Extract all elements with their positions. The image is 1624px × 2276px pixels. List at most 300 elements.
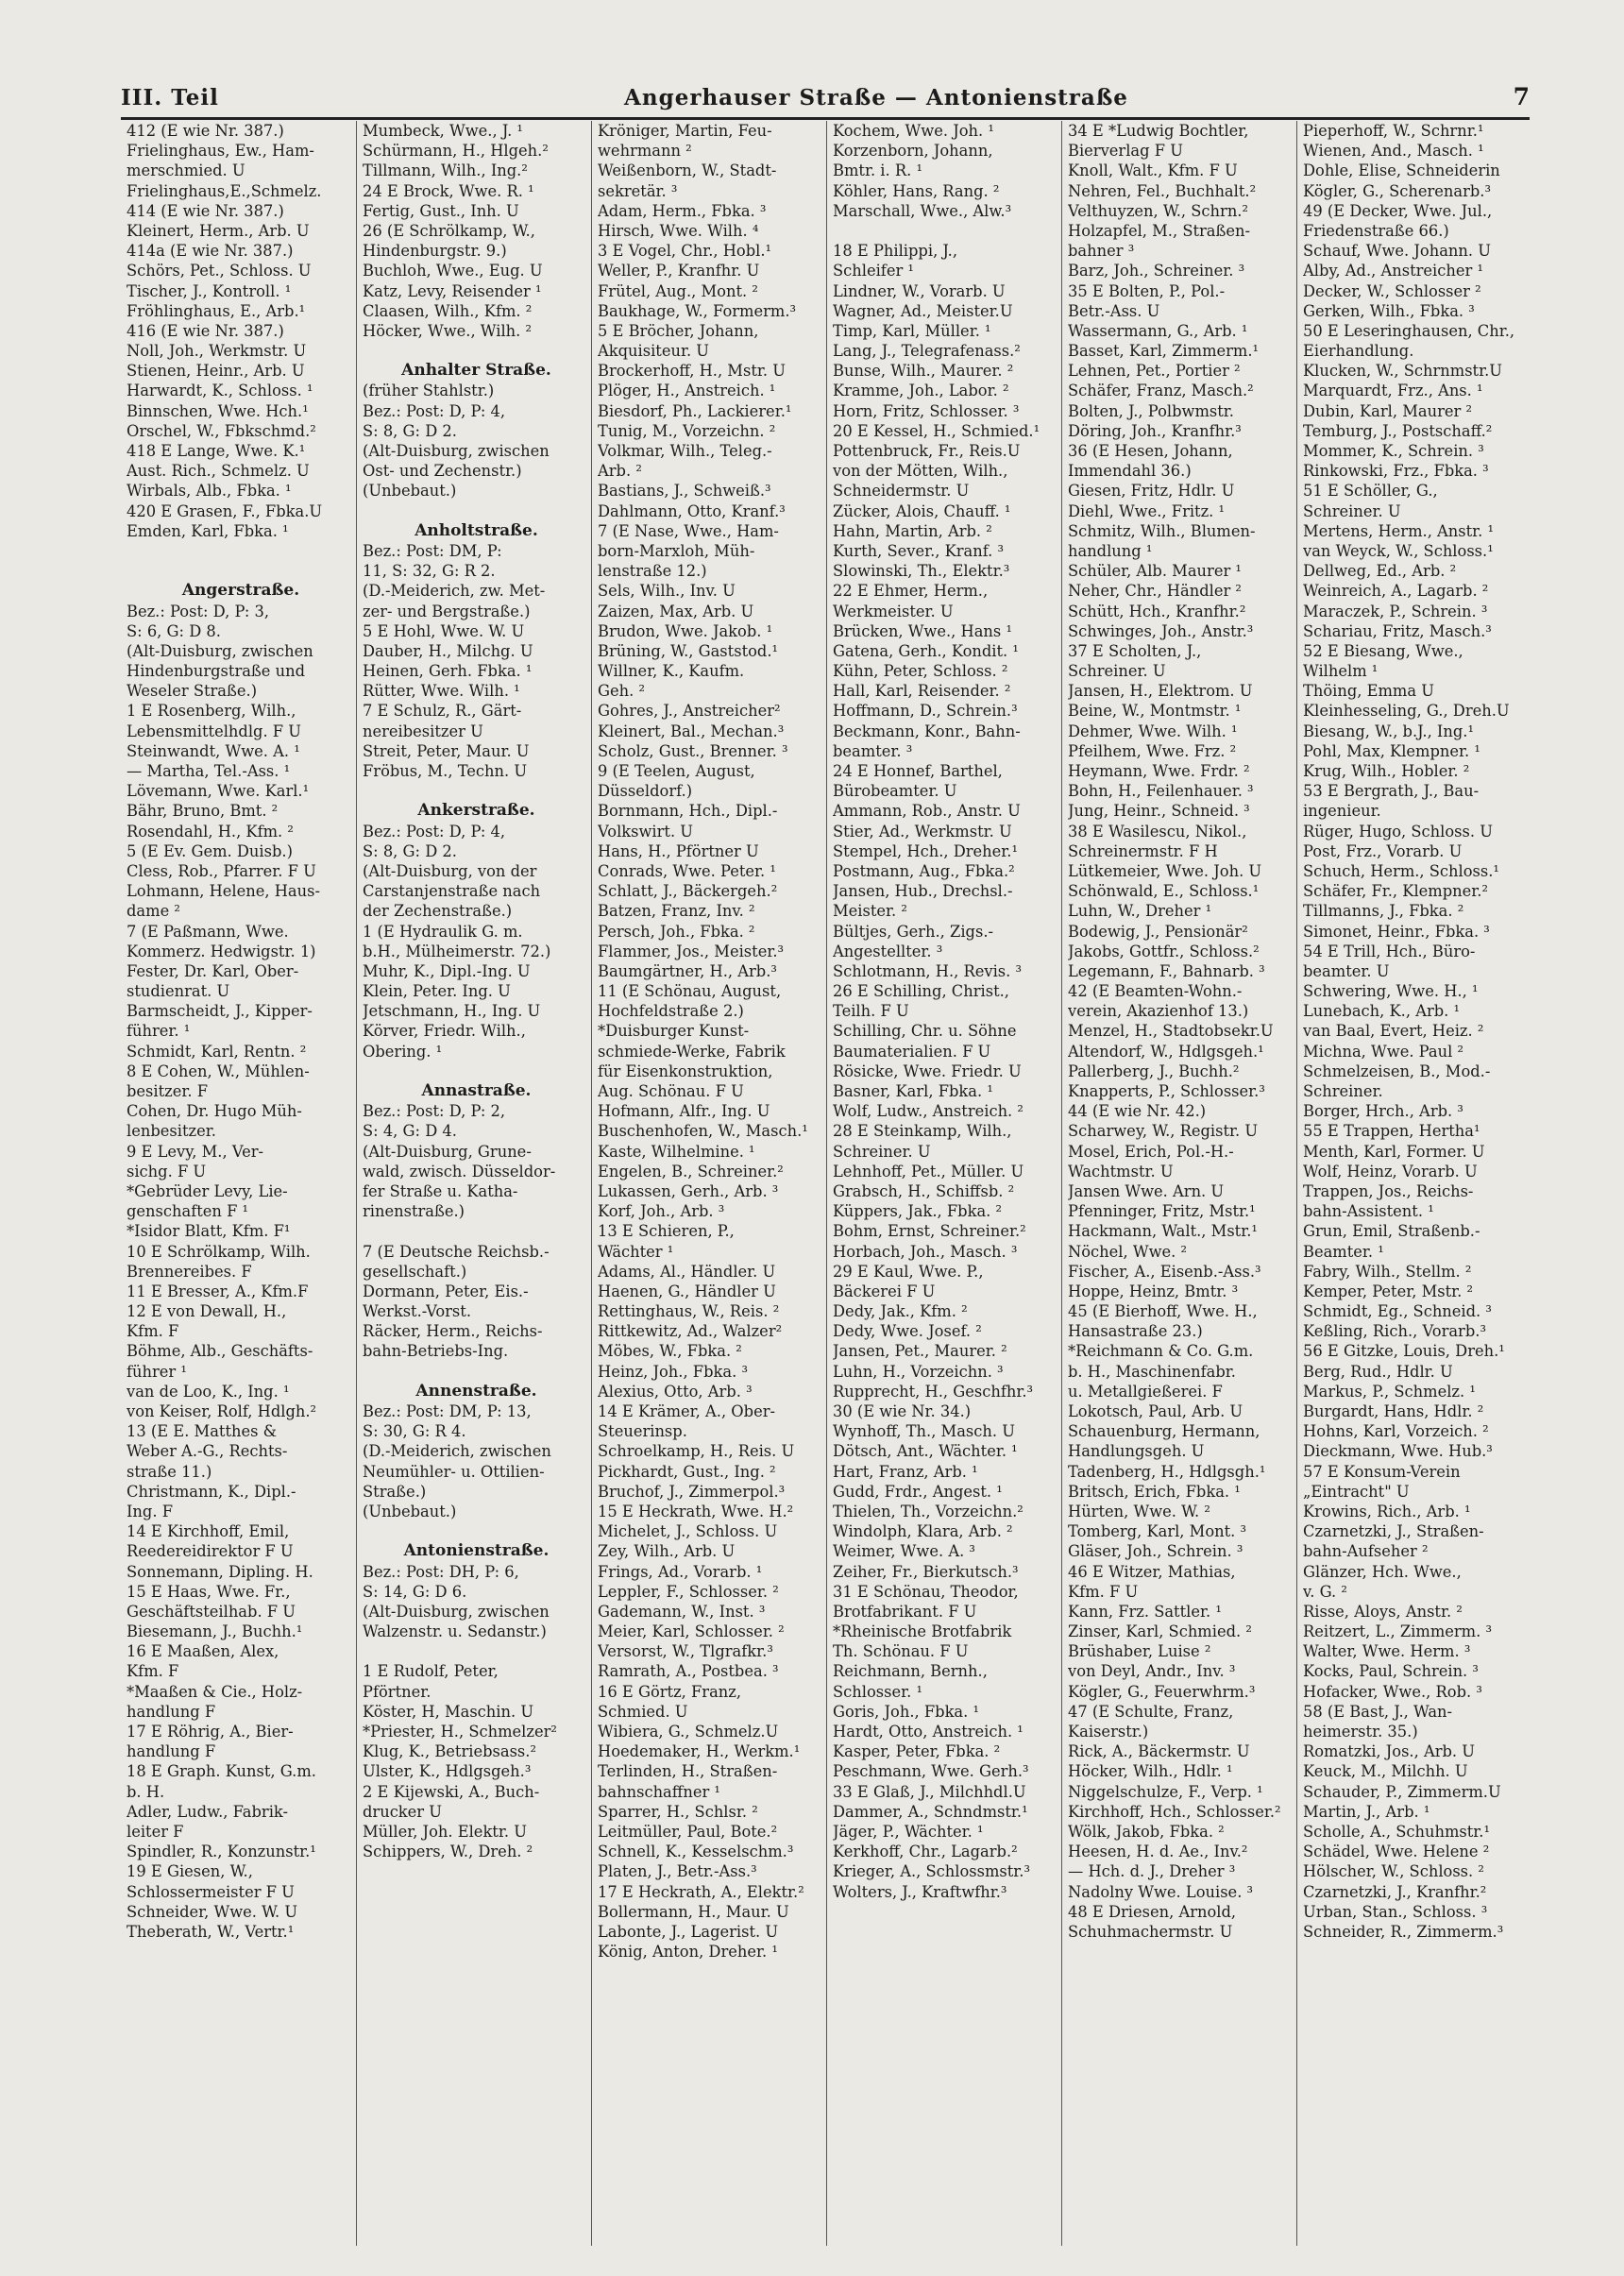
directory-entry: Tadenberg, H., Hdlgsgh.¹ xyxy=(1068,1462,1266,1481)
directory-entry: Beckmann, Konr., Bahn- xyxy=(833,722,1021,740)
directory-entry: Mumbeck, Wwe., J. ¹ xyxy=(363,122,523,140)
directory-entry: Rettinghaus, W., Reis. ² xyxy=(598,1302,780,1321)
directory-entry: Czarnetzki, J., Kranfhr.² xyxy=(1303,1882,1487,1901)
directory-entry: ingenieur. xyxy=(1303,802,1381,821)
directory-entry: 46 E Witzer, Mathias, xyxy=(1068,1562,1236,1581)
directory-entry: Ammann, Rob., Anstr. U xyxy=(833,802,1021,821)
directory-entry: bahn-Assistent. ¹ xyxy=(1303,1202,1434,1221)
directory-entry: bahn-Betriebs-Ing. xyxy=(363,1342,509,1361)
directory-entry: Kirchhoff, Hch., Schlosser.² xyxy=(1068,1802,1281,1821)
directory-entry: 414a (E wie Nr. 387.) xyxy=(127,242,294,261)
directory-entry: Küppers, Jak., Fbka. ² xyxy=(833,1202,1003,1221)
directory-entry: Engelen, B., Schreiner.² xyxy=(598,1162,784,1180)
directory-entry: Velthuyzen, W., Schrn.² xyxy=(1068,201,1249,220)
directory-entry: Bürobeamter. U xyxy=(833,782,957,801)
directory-entry: 12 E von Dewall, H., xyxy=(127,1302,287,1321)
directory-entry: Haenen, G., Händler U xyxy=(598,1282,776,1300)
directory-entry: Altendorf, W., Hdlgsgeh.¹ xyxy=(1068,1042,1264,1061)
directory-entry: Tunig, M., Vorzeichn. ² xyxy=(598,421,776,440)
directory-entry: Nöchel, Wwe. ² xyxy=(1068,1242,1188,1261)
directory-entry: Cohen, Dr. Hugo Müh- xyxy=(127,1102,302,1121)
directory-entry: Tischer, J., Kontroll. ¹ xyxy=(127,281,292,300)
directory-entry: Post, Frz., Vorarb. U xyxy=(1303,841,1463,860)
directory-entry: Jakobs, Gottfr., Schloss.² xyxy=(1068,942,1260,960)
directory-entry: studienrat. U xyxy=(127,982,230,1001)
directory-entry: Schauenburg, Hermann, xyxy=(1068,1422,1260,1441)
directory-entry: v. G. ² xyxy=(1303,1582,1347,1601)
directory-entry: Sonnemann, Dipling. H. xyxy=(127,1562,313,1581)
directory-entry: Britsch, Erich, Fbka. ¹ xyxy=(1068,1482,1241,1501)
directory-entry: Bültjes, Gerh., Zigs.- xyxy=(833,922,993,941)
directory-entry: Schreiner. U xyxy=(833,1142,931,1161)
directory-entry: Leppler, F., Schlosser. ² xyxy=(598,1582,779,1601)
directory-entry: Hans, H., Pförtner U xyxy=(598,841,759,860)
directory-entry: (D.-Meiderich, zwischen xyxy=(363,1442,551,1461)
directory-entry: bahnschaffner ¹ xyxy=(598,1782,720,1801)
directory-column-3 xyxy=(591,121,825,2246)
directory-entry: Brüshaber, Luise ² xyxy=(1068,1642,1211,1661)
directory-entry: Michelet, J., Schloss. U xyxy=(598,1522,778,1541)
street-heading: Annenstraße. xyxy=(415,1381,537,1401)
directory-entry: 18 E Graph. Kunst, G.m. xyxy=(127,1762,316,1781)
directory-entry: 54 E Trill, Hch., Büro- xyxy=(1303,942,1476,960)
directory-entry: Noll, Joh., Werkmstr. U xyxy=(127,342,307,361)
directory-entry: Frütel, Aug., Mont. ² xyxy=(598,281,758,300)
directory-entry: Köhler, Hans, Rang. ² xyxy=(833,181,1000,200)
directory-entry: rinenstraße.) xyxy=(363,1202,465,1221)
directory-entry: van Weyck, W., Schloss.¹ xyxy=(1303,541,1494,560)
directory-entry: Schariau, Fritz, Masch.³ xyxy=(1303,621,1492,640)
directory-entry: lenbesitzer. xyxy=(127,1122,216,1141)
directory-entry: Kaste, Wilhelmine. ¹ xyxy=(598,1142,755,1161)
directory-entry: Claasen, Wilh., Kfm. ² xyxy=(363,301,533,320)
directory-entry: 52 E Biesang, Wwe., xyxy=(1303,641,1463,660)
directory-entry: Pförtner. xyxy=(363,1682,431,1701)
directory-entry: Hoedemaker, H., Werkm.¹ xyxy=(598,1742,801,1761)
directory-entry: (D.-Meiderich, zw. Met- xyxy=(363,582,546,601)
directory-entry: Timp, Karl, Müller. ¹ xyxy=(833,321,991,340)
directory-entry: Keuck, M., Milchh. U xyxy=(1303,1762,1468,1781)
directory-entry: Schädel, Wwe. Helene ² xyxy=(1303,1843,1490,1861)
directory-entry: zer- und Bergstraße.) xyxy=(363,602,531,620)
directory-entry: Thielen, Th., Vorzeichn.² xyxy=(833,1502,1023,1520)
directory-entry: Angestellter. ³ xyxy=(833,942,943,960)
directory-entry: 7 (E Nase, Wwe., Ham- xyxy=(598,521,779,540)
directory-entry: Rupprecht, H., Geschfhr.³ xyxy=(833,1382,1034,1401)
directory-entry: Frings, Ad., Vorarb. ¹ xyxy=(598,1562,763,1581)
directory-entry: Holzapfel, M., Straßen- xyxy=(1068,221,1251,240)
directory-entry: Berg, Rud., Hdlr. U xyxy=(1303,1362,1453,1381)
directory-entry: Rosendahl, H., Kfm. ² xyxy=(127,822,294,841)
directory-entry: Barmscheidt, J., Kipper- xyxy=(127,1002,313,1021)
directory-entry: Christmann, K., Dipl.- xyxy=(127,1482,296,1501)
directory-entry: 33 E Glaß, J., Milchhdl.U xyxy=(833,1782,1026,1801)
page-number: 7 xyxy=(1513,83,1530,110)
directory-entry: Möbes, W., Fbka. ² xyxy=(598,1342,742,1361)
directory-entry: 44 (E wie Nr. 42.) xyxy=(1068,1102,1207,1121)
directory-entry: Bodewig, J., Pensionär² xyxy=(1068,922,1248,941)
directory-entry: — Martha, Tel.-Ass. ¹ xyxy=(127,762,291,780)
directory-entry: 42 (E Beamten-Wohn.- xyxy=(1068,982,1243,1001)
directory-entry: Adler, Ludw., Fabrik- xyxy=(127,1802,289,1821)
directory-entry: Spindler, R., Konzunstr.¹ xyxy=(127,1843,316,1861)
directory-entry: Brüning, W., Gaststod.¹ xyxy=(598,641,779,660)
directory-entry: Wagner, Ad., Meister.U xyxy=(833,301,1013,320)
directory-entry: schmiede-Werke, Fabrik xyxy=(598,1042,786,1061)
directory-entry: verein, Akazienhof 13.) xyxy=(1068,1002,1249,1021)
directory-entry: Beine, W., Montmstr. ¹ xyxy=(1068,702,1242,721)
directory-entry: Alexius, Otto, Arb. ³ xyxy=(598,1382,753,1401)
directory-entry: Neher, Chr., Händler ² xyxy=(1068,582,1242,601)
directory-entry: Schörs, Pet., Schloss. U xyxy=(127,262,312,280)
directory-entry: Buchloh, Wwe., Eug. U xyxy=(363,262,543,280)
directory-entry: Kfm. F xyxy=(127,1662,179,1681)
directory-entry: Gademann, W., Inst. ³ xyxy=(598,1602,766,1621)
directory-entry: dame ² xyxy=(127,902,180,921)
directory-entry: 416 (E wie Nr. 387.) xyxy=(127,321,284,340)
blank-line xyxy=(363,1362,590,1382)
directory-entry: (Alt-Duisburg, von der xyxy=(363,861,537,880)
directory-entry: Labonte, J., Lagerist. U xyxy=(598,1922,779,1941)
directory-entry: *Maaßen & Cie., Holz- xyxy=(127,1682,303,1701)
directory-entry: Binnschen, Wwe. Hch.¹ xyxy=(127,401,309,420)
directory-entry: Romatzki, Jos., Arb. U xyxy=(1303,1742,1475,1761)
directory-entry: Reedereidirektor F U xyxy=(127,1542,294,1561)
street-heading: Anholtstraße. xyxy=(414,520,538,540)
directory-entry: 16 E Görtz, Franz, xyxy=(598,1682,742,1701)
directory-entry: Menzel, H., Stadtobsekr.U xyxy=(1068,1022,1274,1041)
directory-entry: Geh. ² xyxy=(598,682,646,701)
directory-entry: Grabsch, H., Schiffsb. ² xyxy=(833,1181,1015,1200)
directory-entry: Simonet, Heinr., Fbka. ³ xyxy=(1303,922,1490,941)
directory-entry: Trappen, Jos., Reichs- xyxy=(1303,1181,1474,1200)
directory-entry: wehrmann ² xyxy=(598,142,692,161)
directory-entry: Conrads, Wwe. Peter. ¹ xyxy=(598,861,776,880)
directory-entry: Borger, Hrch., Arb. ³ xyxy=(1303,1102,1463,1121)
directory-entry: Teilh. F U xyxy=(833,1002,909,1021)
street-heading: Angerstraße. xyxy=(181,581,300,601)
directory-entry: *Gebrüder Levy, Lie- xyxy=(127,1181,288,1200)
directory-entry: 7 E Schulz, R., Gärt- xyxy=(363,702,522,721)
directory-entry: *Priester, H., Schmelzer² xyxy=(363,1723,557,1741)
directory-entry: Schäfer, Franz, Masch.² xyxy=(1068,382,1254,400)
directory-entry: Arb. ² xyxy=(598,462,642,481)
directory-entry: Slowinski, Th., Elektr.³ xyxy=(833,562,1010,581)
directory-entry: Stier, Ad., Werkmstr. U xyxy=(833,822,1012,841)
directory-entry: „Eintracht" U xyxy=(1303,1482,1410,1501)
directory-entry: Fester, Dr. Karl, Ober- xyxy=(127,961,299,980)
directory-entry: Goris, Joh., Fbka. ¹ xyxy=(833,1702,980,1721)
directory-entry: Dammer, A., Schndmstr.¹ xyxy=(833,1802,1028,1821)
directory-entry: Czarnetzki, J., Straßen- xyxy=(1303,1522,1484,1541)
directory-entry: Handlungsgeh. U xyxy=(1068,1442,1205,1461)
directory-entry: Hölscher, W., Schloss. ² xyxy=(1303,1862,1484,1881)
directory-entry: Heinz, Joh., Fbka. ³ xyxy=(598,1362,748,1381)
directory-entry: Knoll, Walt., Kfm. F U xyxy=(1068,161,1238,180)
directory-entry: Rüger, Hugo, Schloss. U xyxy=(1303,822,1493,841)
directory-entry: Pottenbruck, Fr., Reis.U xyxy=(833,442,1021,460)
directory-entry: Bez.: Post: DH, P: 6, xyxy=(363,1562,519,1581)
blank-line xyxy=(363,1062,590,1081)
directory-entry: Grun, Emil, Straßenb.- xyxy=(1303,1222,1480,1241)
directory-entry: 35 E Bolten, P., Pol.- xyxy=(1068,281,1226,300)
directory-entry: heimerstr. 35.) xyxy=(1303,1723,1418,1741)
directory-entry: Lohmann, Helene, Haus- xyxy=(127,882,320,901)
directory-entry: Immendahl 36.) xyxy=(1068,462,1192,481)
directory-entry: Jetschmann, H., Ing. U xyxy=(363,1002,541,1021)
directory-entry: handlung F xyxy=(127,1742,216,1761)
directory-entry: Schnell, K., Kesselschm.³ xyxy=(598,1843,794,1861)
directory-entry: Scholz, Gust., Brenner. ³ xyxy=(598,741,788,760)
directory-entry: Hackmann, Walt., Mstr.¹ xyxy=(1068,1222,1258,1241)
directory-entry: Rittkewitz, Ad., Walzer² xyxy=(598,1322,783,1341)
directory-entry: Kemper, Peter, Mstr. ² xyxy=(1303,1282,1474,1300)
directory-entry: Baumgärtner, H., Arb.³ xyxy=(598,961,777,980)
directory-entry: Rinkowski, Frz., Fbka. ³ xyxy=(1303,462,1489,481)
directory-entry: Volkmar, Wilh., Teleg.- xyxy=(598,442,772,460)
directory-entry: Korzenborn, Johann, xyxy=(833,142,993,161)
directory-entry: Ramrath, A., Postbea. ³ xyxy=(598,1662,779,1681)
directory-entry: Knapperts, P., Schlosser.³ xyxy=(1068,1082,1265,1100)
directory-entry: Neumühler- u. Ottilien- xyxy=(363,1462,545,1481)
directory-entry: Schüler, Alb. Maurer ¹ xyxy=(1068,562,1242,581)
directory-entry: Schlotmann, H., Revis. ³ xyxy=(833,961,1023,980)
directory-entry: Schmitz, Wilh., Blumen- xyxy=(1068,521,1256,540)
directory-entry: Schönwald, E., Schloss.¹ xyxy=(1068,882,1260,901)
directory-entry: Dellweg, Ed., Arb. ² xyxy=(1303,562,1457,581)
directory-entry: van Baal, Evert, Heiz. ² xyxy=(1303,1022,1484,1041)
directory-entry: S: 6, G: D 8. xyxy=(127,621,221,640)
directory-entry: Hochfeldstraße 2.) xyxy=(598,1002,744,1021)
directory-entry: Klucken, W., Schrnmstr.U xyxy=(1303,362,1502,381)
directory-entry: 1 E Rosenberg, Wilh., xyxy=(127,702,296,721)
directory-entry: Brücken, Wwe., Hans ¹ xyxy=(833,621,1012,640)
directory-entry: Gerken, Wilh., Fbka. ³ xyxy=(1303,301,1475,320)
directory-entry: Kann, Frz. Sattler. ¹ xyxy=(1068,1602,1222,1621)
directory-columns xyxy=(121,121,1530,2246)
directory-entry: 15 E Haas, Wwe. Fr., xyxy=(127,1582,291,1601)
blank-line xyxy=(363,1221,590,1241)
directory-entry: Biesdorf, Ph., Lackierer.¹ xyxy=(598,401,792,420)
directory-entry: (Unbebaut.) xyxy=(363,1502,457,1520)
directory-column-6 xyxy=(1296,121,1531,2246)
directory-entry: Jäger, P., Wächter. ¹ xyxy=(833,1822,984,1841)
directory-entry: Hirsch, Wwe. Wilh. ⁴ xyxy=(598,221,759,240)
directory-entry: merschmied. U xyxy=(127,161,245,180)
directory-entry: Wächter ¹ xyxy=(598,1242,674,1261)
directory-entry: König, Anton, Dreher. ¹ xyxy=(598,1943,778,1962)
directory-entry: Theberath, W., Vertr.¹ xyxy=(127,1922,295,1941)
directory-entry: Schuch, Herm., Schloss.¹ xyxy=(1303,861,1499,880)
directory-entry: Bez.: Post: DM, P: xyxy=(363,541,502,560)
directory-entry: 28 E Steinkamp, Wilh., xyxy=(833,1122,1012,1141)
directory-entry: Krowins, Rich., Arb. ¹ xyxy=(1303,1502,1471,1520)
directory-entry: Jansen, Pet., Maurer. ² xyxy=(833,1342,1007,1361)
directory-entry: Fröbus, M., Techn. U xyxy=(363,762,528,780)
directory-entry: Weseler Straße.) xyxy=(127,682,258,701)
directory-entry: 16 E Maaßen, Alex, xyxy=(127,1642,279,1661)
directory-entry: Pieperhoff, W., Schrnr.¹ xyxy=(1303,122,1484,140)
directory-entry: 29 E Kaul, Wwe. P., xyxy=(833,1262,984,1281)
directory-entry: Reichmann, Bernh., xyxy=(833,1662,988,1681)
directory-entry: Klein, Peter. Ing. U xyxy=(363,982,511,1001)
directory-entry: Wolf, Ludw., Anstreich. ² xyxy=(833,1102,1023,1121)
directory-entry: Lokotsch, Paul, Arb. U xyxy=(1068,1402,1243,1420)
directory-entry: Bez.: Post: D, P: 4, xyxy=(363,401,506,420)
directory-entry: Schauder, P., Zimmerm.U xyxy=(1303,1782,1501,1801)
directory-entry: Kleinert, Bal., Mechan.³ xyxy=(598,722,785,740)
directory-entry: Harwardt, K., Schloss. ¹ xyxy=(127,382,313,400)
directory-entry: 2 E Kijewski, A., Buch- xyxy=(363,1782,540,1801)
directory-entry: Obering. ¹ xyxy=(363,1042,443,1061)
directory-entry: 24 E Honnef, Barthel, xyxy=(833,762,1003,780)
directory-entry: Burgardt, Hans, Hdlr. ² xyxy=(1303,1402,1484,1420)
directory-entry: Plöger, H., Anstreich. ¹ xyxy=(598,382,776,400)
directory-entry: Bohn, H., Feilenhauer. ³ xyxy=(1068,782,1254,801)
directory-entry: 8 E Cohen, W., Mühlen- xyxy=(127,1062,310,1080)
directory-entry: Scholle, A., Schuhmstr.¹ xyxy=(1303,1822,1491,1841)
directory-entry: Fabry, Wilh., Stellm. ² xyxy=(1303,1262,1472,1281)
directory-entry: Fischer, A., Eisenb.-Ass.³ xyxy=(1068,1262,1261,1281)
directory-entry: 5 E Bröcher, Johann, xyxy=(598,321,759,340)
directory-entry: bahner ³ xyxy=(1068,242,1135,261)
directory-entry: Kögler, G., Scherenarb.³ xyxy=(1303,181,1491,200)
directory-entry: Hofacker, Wwe., Rob. ³ xyxy=(1303,1682,1482,1701)
directory-entry: Wibiera, G., Schmelz.U xyxy=(598,1723,779,1741)
directory-entry: Pfenninger, Fritz, Mstr.¹ xyxy=(1068,1202,1256,1221)
directory-entry: Weimer, Wwe. A. ³ xyxy=(833,1542,975,1561)
directory-entry: Schneidermstr. U xyxy=(833,482,970,501)
directory-entry: Kurth, Sever., Kranf. ³ xyxy=(833,541,1005,560)
directory-entry: Meister. ² xyxy=(833,902,907,921)
directory-entry: Ing. F xyxy=(127,1502,173,1520)
directory-entry: Alby, Ad., Anstreicher ¹ xyxy=(1303,262,1483,280)
directory-entry: Niggelschulze, F., Verp. ¹ xyxy=(1068,1782,1263,1801)
directory-entry: 11, S: 32, G: R 2. xyxy=(363,562,496,581)
directory-entry: Platen, J., Betr.-Ass.³ xyxy=(598,1862,757,1881)
directory-entry: Schlatt, J., Bäckergeh.² xyxy=(598,882,778,901)
directory-entry: 1 E Rudolf, Peter, xyxy=(363,1662,499,1681)
directory-entry: Schauf, Wwe. Johann. U xyxy=(1303,242,1491,261)
directory-entry: Lebensmittelhdlg. F U xyxy=(127,722,302,740)
directory-entry: Weller, P., Kranfhr. U xyxy=(598,262,760,280)
directory-entry: Basner, Karl, Fbka. ¹ xyxy=(833,1082,993,1100)
directory-entry: Schreinermstr. F H xyxy=(1068,841,1218,860)
directory-entry: Terlinden, H., Straßen- xyxy=(598,1762,778,1781)
directory-entry: Tillmanns, J., Fbka. ² xyxy=(1303,902,1464,921)
directory-entry: 412 (E wie Nr. 387.) xyxy=(127,122,284,140)
directory-entry: Schilling, Chr. u. Söhne xyxy=(833,1022,1017,1041)
directory-entry: 15 E Heckrath, Wwe. H.² xyxy=(598,1502,794,1520)
directory-entry: Zeiher, Fr., Bierkutsch.³ xyxy=(833,1562,1019,1581)
directory-entry: für Eisenkonstruktion, xyxy=(598,1062,773,1080)
directory-entry: Luhn, H., Vorzeichn. ³ xyxy=(833,1362,1004,1381)
directory-entry: 14 E Kirchhoff, Emil, xyxy=(127,1522,290,1541)
directory-entry: Dieckmann, Wwe. Hub.³ xyxy=(1303,1442,1493,1461)
directory-entry: 50 E Leseringhausen, Chr., xyxy=(1303,321,1515,340)
directory-entry: 45 (E Bierhoff, Wwe. H., xyxy=(1068,1302,1258,1321)
directory-entry: Persch, Joh., Fbka. ² xyxy=(598,922,755,941)
directory-entry: Zey, Wilh., Arb. U xyxy=(598,1542,736,1561)
directory-entry: Beamter. ¹ xyxy=(1303,1242,1384,1261)
directory-entry: Kochem, Wwe. Joh. ¹ xyxy=(833,122,994,140)
directory-entry: Streit, Peter, Maur. U xyxy=(363,741,530,760)
directory-entry: (Unbebaut.) xyxy=(363,482,457,501)
directory-entry: Bez.: Post: D, P: 4, xyxy=(363,822,506,841)
directory-entry: Hürten, Wwe. W. ² xyxy=(1068,1502,1210,1520)
directory-entry: *Duisburger Kunst- xyxy=(598,1022,750,1041)
directory-entry: Walter, Wwe. Herm. ³ xyxy=(1303,1642,1471,1661)
directory-entry: Scharwey, W., Registr. U xyxy=(1068,1122,1259,1141)
directory-entry: Kommerz. Hedwigstr. 1) xyxy=(127,942,316,960)
directory-entry: Dormann, Peter, Eis.- xyxy=(363,1282,529,1300)
directory-entry: Räcker, Herm., Reichs- xyxy=(363,1322,543,1341)
directory-entry: Volkswirt. U xyxy=(598,822,694,841)
directory-entry: führer ¹ xyxy=(127,1362,187,1381)
directory-entry: 48 E Driesen, Arnold, xyxy=(1068,1902,1237,1921)
directory-entry: Dohle, Elise, Schneiderin xyxy=(1303,161,1500,180)
directory-entry: Stempel, Hch., Dreher.¹ xyxy=(833,841,1019,860)
directory-entry: Michna, Wwe. Paul ² xyxy=(1303,1042,1464,1061)
directory-entry: 418 E Lange, Wwe. K.¹ xyxy=(127,442,306,460)
directory-entry: b. H. xyxy=(127,1782,165,1801)
directory-entry: 7 (E Paßmann, Wwe. xyxy=(127,922,289,941)
directory-entry: handlung F xyxy=(127,1702,216,1721)
directory-entry: Versorst, W., Tlgrafkr.³ xyxy=(598,1642,773,1661)
directory-entry: Mommer, K., Schrein. ³ xyxy=(1303,442,1484,460)
directory-entry: Stienen, Heinr., Arb. U xyxy=(127,362,305,381)
directory-entry: von Keiser, Rolf, Hdlgh.² xyxy=(127,1402,317,1420)
directory-entry: Düsseldorf.) xyxy=(598,782,693,801)
directory-entry: beamter. ³ xyxy=(833,741,913,760)
directory-entry: Nadolny Wwe. Louise. ³ xyxy=(1068,1882,1254,1901)
directory-entry: Körver, Friedr. Wilh., xyxy=(363,1022,526,1041)
directory-entry: Aug. Schönau. F U xyxy=(598,1082,744,1100)
directory-entry: Korf, Joh., Arb. ³ xyxy=(598,1202,725,1221)
directory-entry: Frielinghaus,E.,Schmelz. xyxy=(127,181,322,200)
directory-entry: Keßling, Rich., Vorarb.³ xyxy=(1303,1322,1486,1341)
directory-entry: Gohres, J., Anstreicher² xyxy=(598,702,781,721)
directory-entry: (Alt-Duisburg, zwischen xyxy=(363,442,550,460)
directory-entry: 11 (E Schönau, August, xyxy=(598,982,782,1001)
directory-entry: 13 E Schieren, P., xyxy=(598,1222,735,1241)
directory-entry: Eierhandlung. xyxy=(1303,342,1414,361)
directory-entry: 58 (E Bast, J., Wan- xyxy=(1303,1702,1453,1721)
directory-entry: Bolten, J., Polbwmstr. xyxy=(1068,401,1234,420)
directory-entry: Hoffmann, D., Schrein.³ xyxy=(833,702,1018,721)
directory-entry: Geschäftsteilhab. F U xyxy=(127,1602,296,1621)
directory-entry: van de Loo, K., Ing. ¹ xyxy=(127,1382,290,1401)
directory-entry: Hindenburgstraße und xyxy=(127,662,306,681)
directory-entry: bahn-Aufseher ² xyxy=(1303,1542,1429,1561)
street-heading: Ankerstraße. xyxy=(417,801,535,821)
directory-entry: handlung ¹ xyxy=(1068,541,1153,560)
directory-entry: Schlosser. ¹ xyxy=(833,1682,922,1701)
directory-entry: Carstanjenstraße nach xyxy=(363,882,541,901)
directory-entry: Ulster, K., Hdlgsgeh.³ xyxy=(363,1762,532,1781)
directory-entry: Rick, A., Bäckermstr. U xyxy=(1068,1742,1250,1761)
directory-entry: Rütter, Wwe. Wilh. ¹ xyxy=(363,682,520,701)
directory-entry: 26 (E Schrölkamp, W., xyxy=(363,221,535,240)
page-header xyxy=(121,83,1530,120)
directory-entry: Dedy, Jak., Kfm. ² xyxy=(833,1302,968,1321)
directory-entry: Hardt, Otto, Anstreich. ¹ xyxy=(833,1723,1023,1741)
directory-entry: Marquardt, Frz., Ans. ¹ xyxy=(1303,382,1483,400)
directory-entry: Steinwandt, Wwe. A. ¹ xyxy=(127,741,300,760)
directory-entry: S: 30, G: R 4. xyxy=(363,1422,466,1441)
directory-entry: Diehl, Wwe., Fritz. ¹ xyxy=(1068,501,1226,520)
directory-entry: b. H., Maschinenfabr. xyxy=(1068,1362,1236,1381)
